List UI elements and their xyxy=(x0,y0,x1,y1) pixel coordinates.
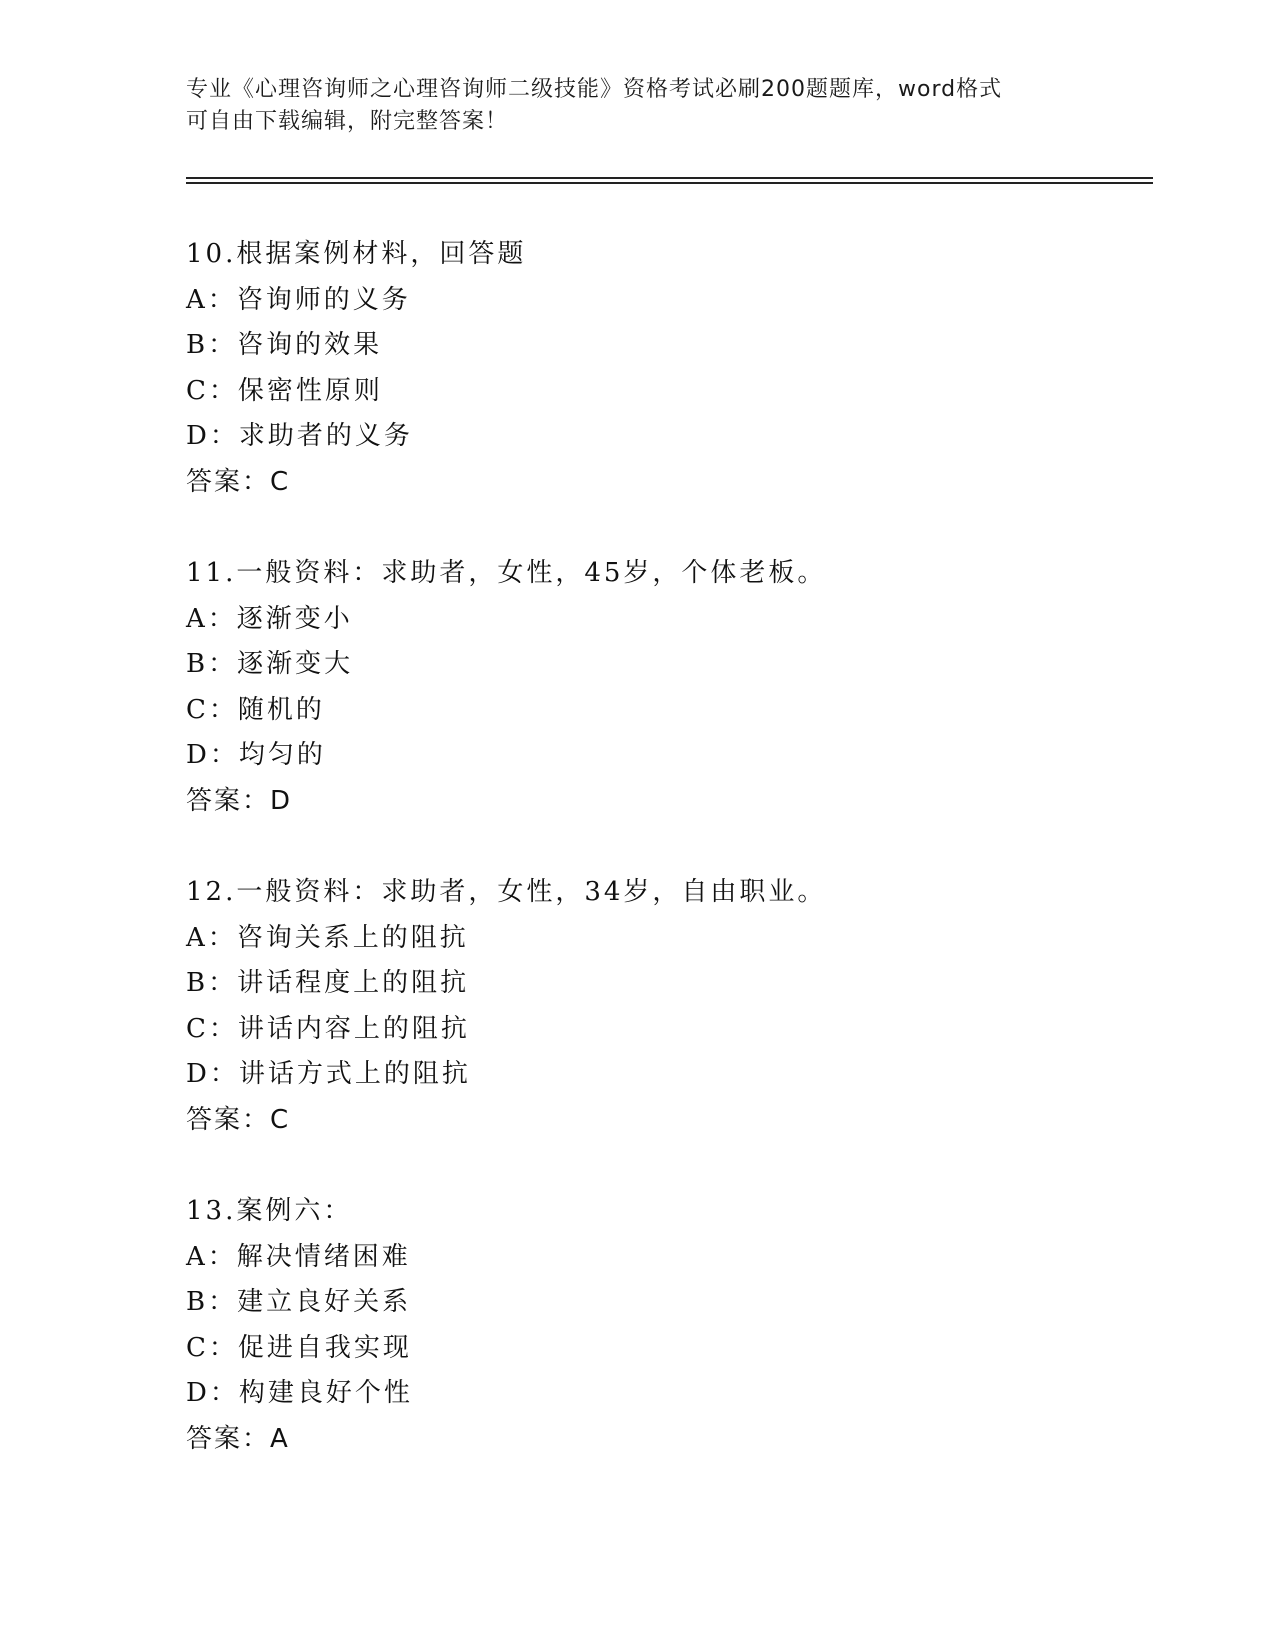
answer-line: 答案：D xyxy=(186,785,293,816)
answer-line: 答案：A xyxy=(186,1423,290,1454)
question-item xyxy=(186,1189,1146,1508)
option-d: D：讲话方式上的阻抗 xyxy=(186,1059,471,1089)
option-a: A：解决情绪困难 xyxy=(186,1241,411,1272)
option-c: C：随机的 xyxy=(186,694,325,725)
question-item xyxy=(186,232,1146,551)
answer-line: 答案：C xyxy=(186,1104,291,1135)
question-item xyxy=(186,551,1146,870)
option-c: C：保密性原则 xyxy=(186,375,383,406)
question-stem: 13.案例六： xyxy=(186,1196,353,1226)
header-divider-top xyxy=(186,177,1153,179)
question-item xyxy=(186,870,1146,1189)
document-header xyxy=(186,74,1086,138)
header-line-1: 专业《心理咨询师之心理咨询师二级技能》资格考试必刷200题题库，word格式 xyxy=(186,77,1003,102)
header-divider-bottom xyxy=(186,182,1153,184)
question-stem: 10.根据案例材料，回答题 xyxy=(186,239,527,269)
option-b: B：逐渐变大 xyxy=(186,649,354,679)
option-b: B：咨询的效果 xyxy=(186,330,383,360)
option-a: A：咨询师的义务 xyxy=(186,284,411,315)
option-d: D：均匀的 xyxy=(186,740,326,770)
header-line-2: 可自由下载编辑，附完整答案！ xyxy=(186,109,509,134)
question-list xyxy=(186,232,1146,1508)
option-c: C：讲话内容上的阻抗 xyxy=(186,1013,470,1044)
option-b: B：建立良好关系 xyxy=(186,1287,412,1317)
option-c: C：促进自我实现 xyxy=(186,1332,412,1363)
option-d: D：求助者的义务 xyxy=(186,421,413,451)
option-b: B：讲话程度上的阻抗 xyxy=(186,968,470,998)
answer-line: 答案：C xyxy=(186,466,291,497)
option-d: D：构建良好个性 xyxy=(186,1378,413,1408)
question-stem: 11.一般资料：求助者，女性，45岁，个体老板。 xyxy=(186,558,827,588)
option-a: A：咨询关系上的阻抗 xyxy=(186,922,469,953)
question-stem: 12.一般资料：求助者，女性，34岁，自由职业。 xyxy=(186,877,827,907)
option-a: A：逐渐变小 xyxy=(186,603,353,634)
